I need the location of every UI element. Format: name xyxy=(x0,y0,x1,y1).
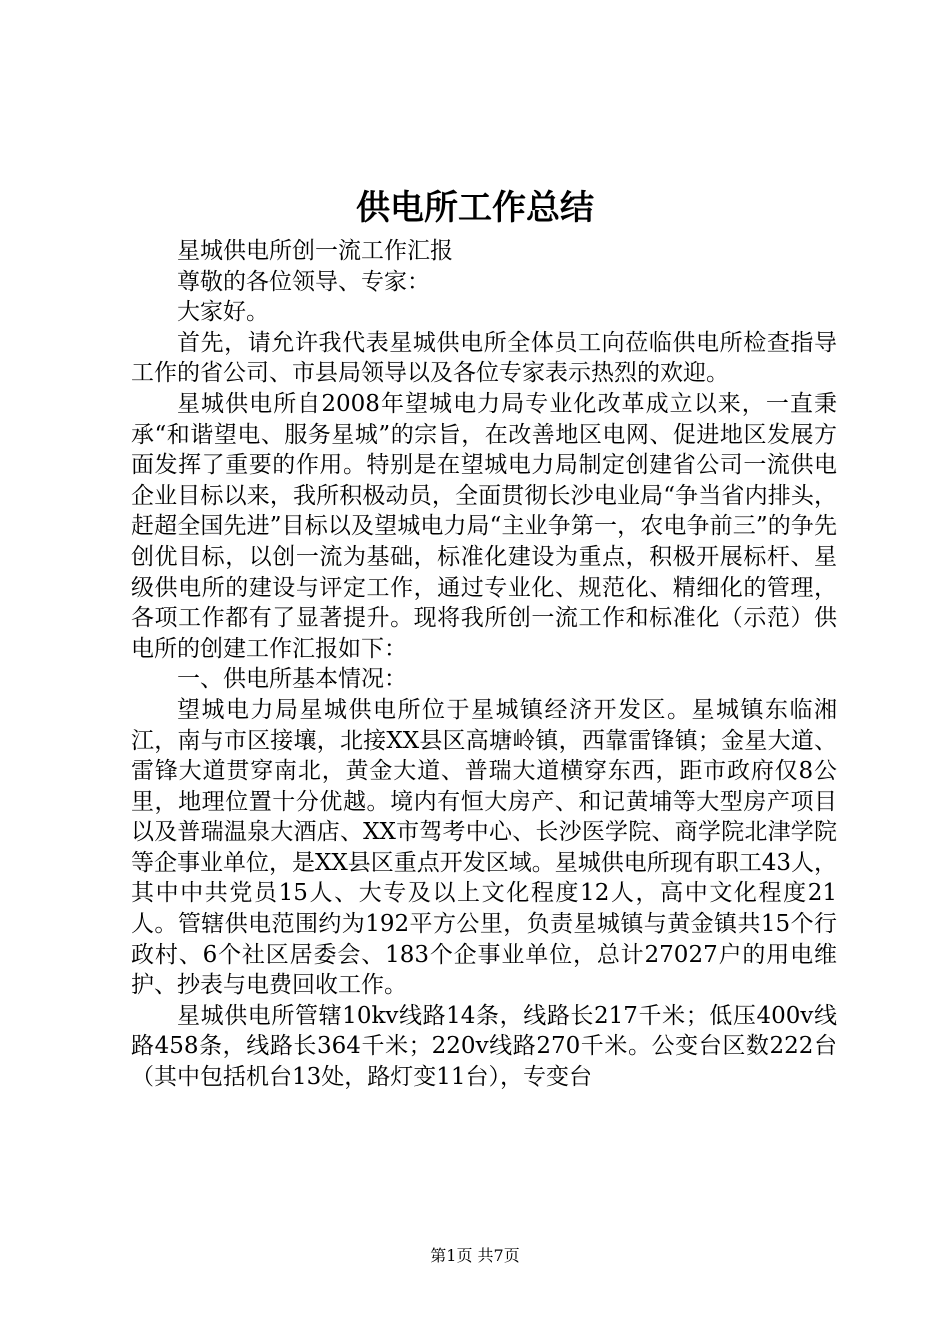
paragraph-greeting: 大家好。 xyxy=(177,299,269,326)
section-heading-basic-info: 一、供电所基本情况： xyxy=(177,666,407,693)
document-body xyxy=(131,236,837,1093)
paragraph-location: 望城电力局星城供电所位于星城镇经济开发区。星城镇东临湘江，南与市区接壤，北接XX县区高塘岭镇，西靠雷锋镇；金星大道、雷锋大道贯穿南北，黄金大道、普瑞大道横穿东西，距市政府仅8公里，地理位置十分优越。境内有恒大房产、和记黄埔等大型房产项目以及普瑞温泉大酒店、XX市驾考中心、长沙医学院、商学院北津学院等企事业单位，是XX县区重点开发区域。星城供电所现有职工43人，其中中共党员15人、大专及以上文化程度12人，高中文化程度21人。管辖供电范围约为192平方公里，负责星城镇与黄金镇共15个行政村、6个社区居委会、183个企事业单位，总计27027户的用电维护、抄表与电费回收工作。 xyxy=(131,696,838,999)
paragraph-salutation: 尊敬的各位领导、专家： xyxy=(177,268,430,295)
document-title: 供电所工作总结 xyxy=(356,188,594,228)
paragraph-overview: 星城供电所自2008年望城电力局专业化改革成立以来，一直秉承“和谐望电、服务星城”的宗旨，在改善地区电网、促进地区发展方面发挥了重要的作用。特别是在望城电力局制定创建省公司一流供电企业目标以来，我所积极动员，全面贯彻长沙电业局“争当省内排头，赶超全国先进”目标以及望城电力局“主业争第一，农电争前三”的争先创优目标，以创一流为基础，标准化建设为重点，积极开展标杆、星级供电所的建设与评定工作，通过专业化、规范化、精细化的管理，各项工作都有了显著提升。现将我所创一流工作和标准化（示范）供电所的创建工作汇报如下： xyxy=(131,390,837,662)
paragraph-lines: 星城供电所管辖10kv线路14条，线路长217千米；低压400v线路458条，线路长364千米；220v线路270千米。公变台区数222台（其中包括机台13处，路灯变11台），专变台 xyxy=(131,1002,837,1091)
paragraph-welcome: 首先，请允许我代表星城供电所全体员工向莅临供电所检查指导工作的省公司、市县局领导以及各位专家表示热烈的欢迎。 xyxy=(131,329,837,387)
page-footer: 第1页 共7页 xyxy=(430,1246,520,1265)
paragraph-report-heading: 星城供电所创一流工作汇报 xyxy=(177,238,453,264)
